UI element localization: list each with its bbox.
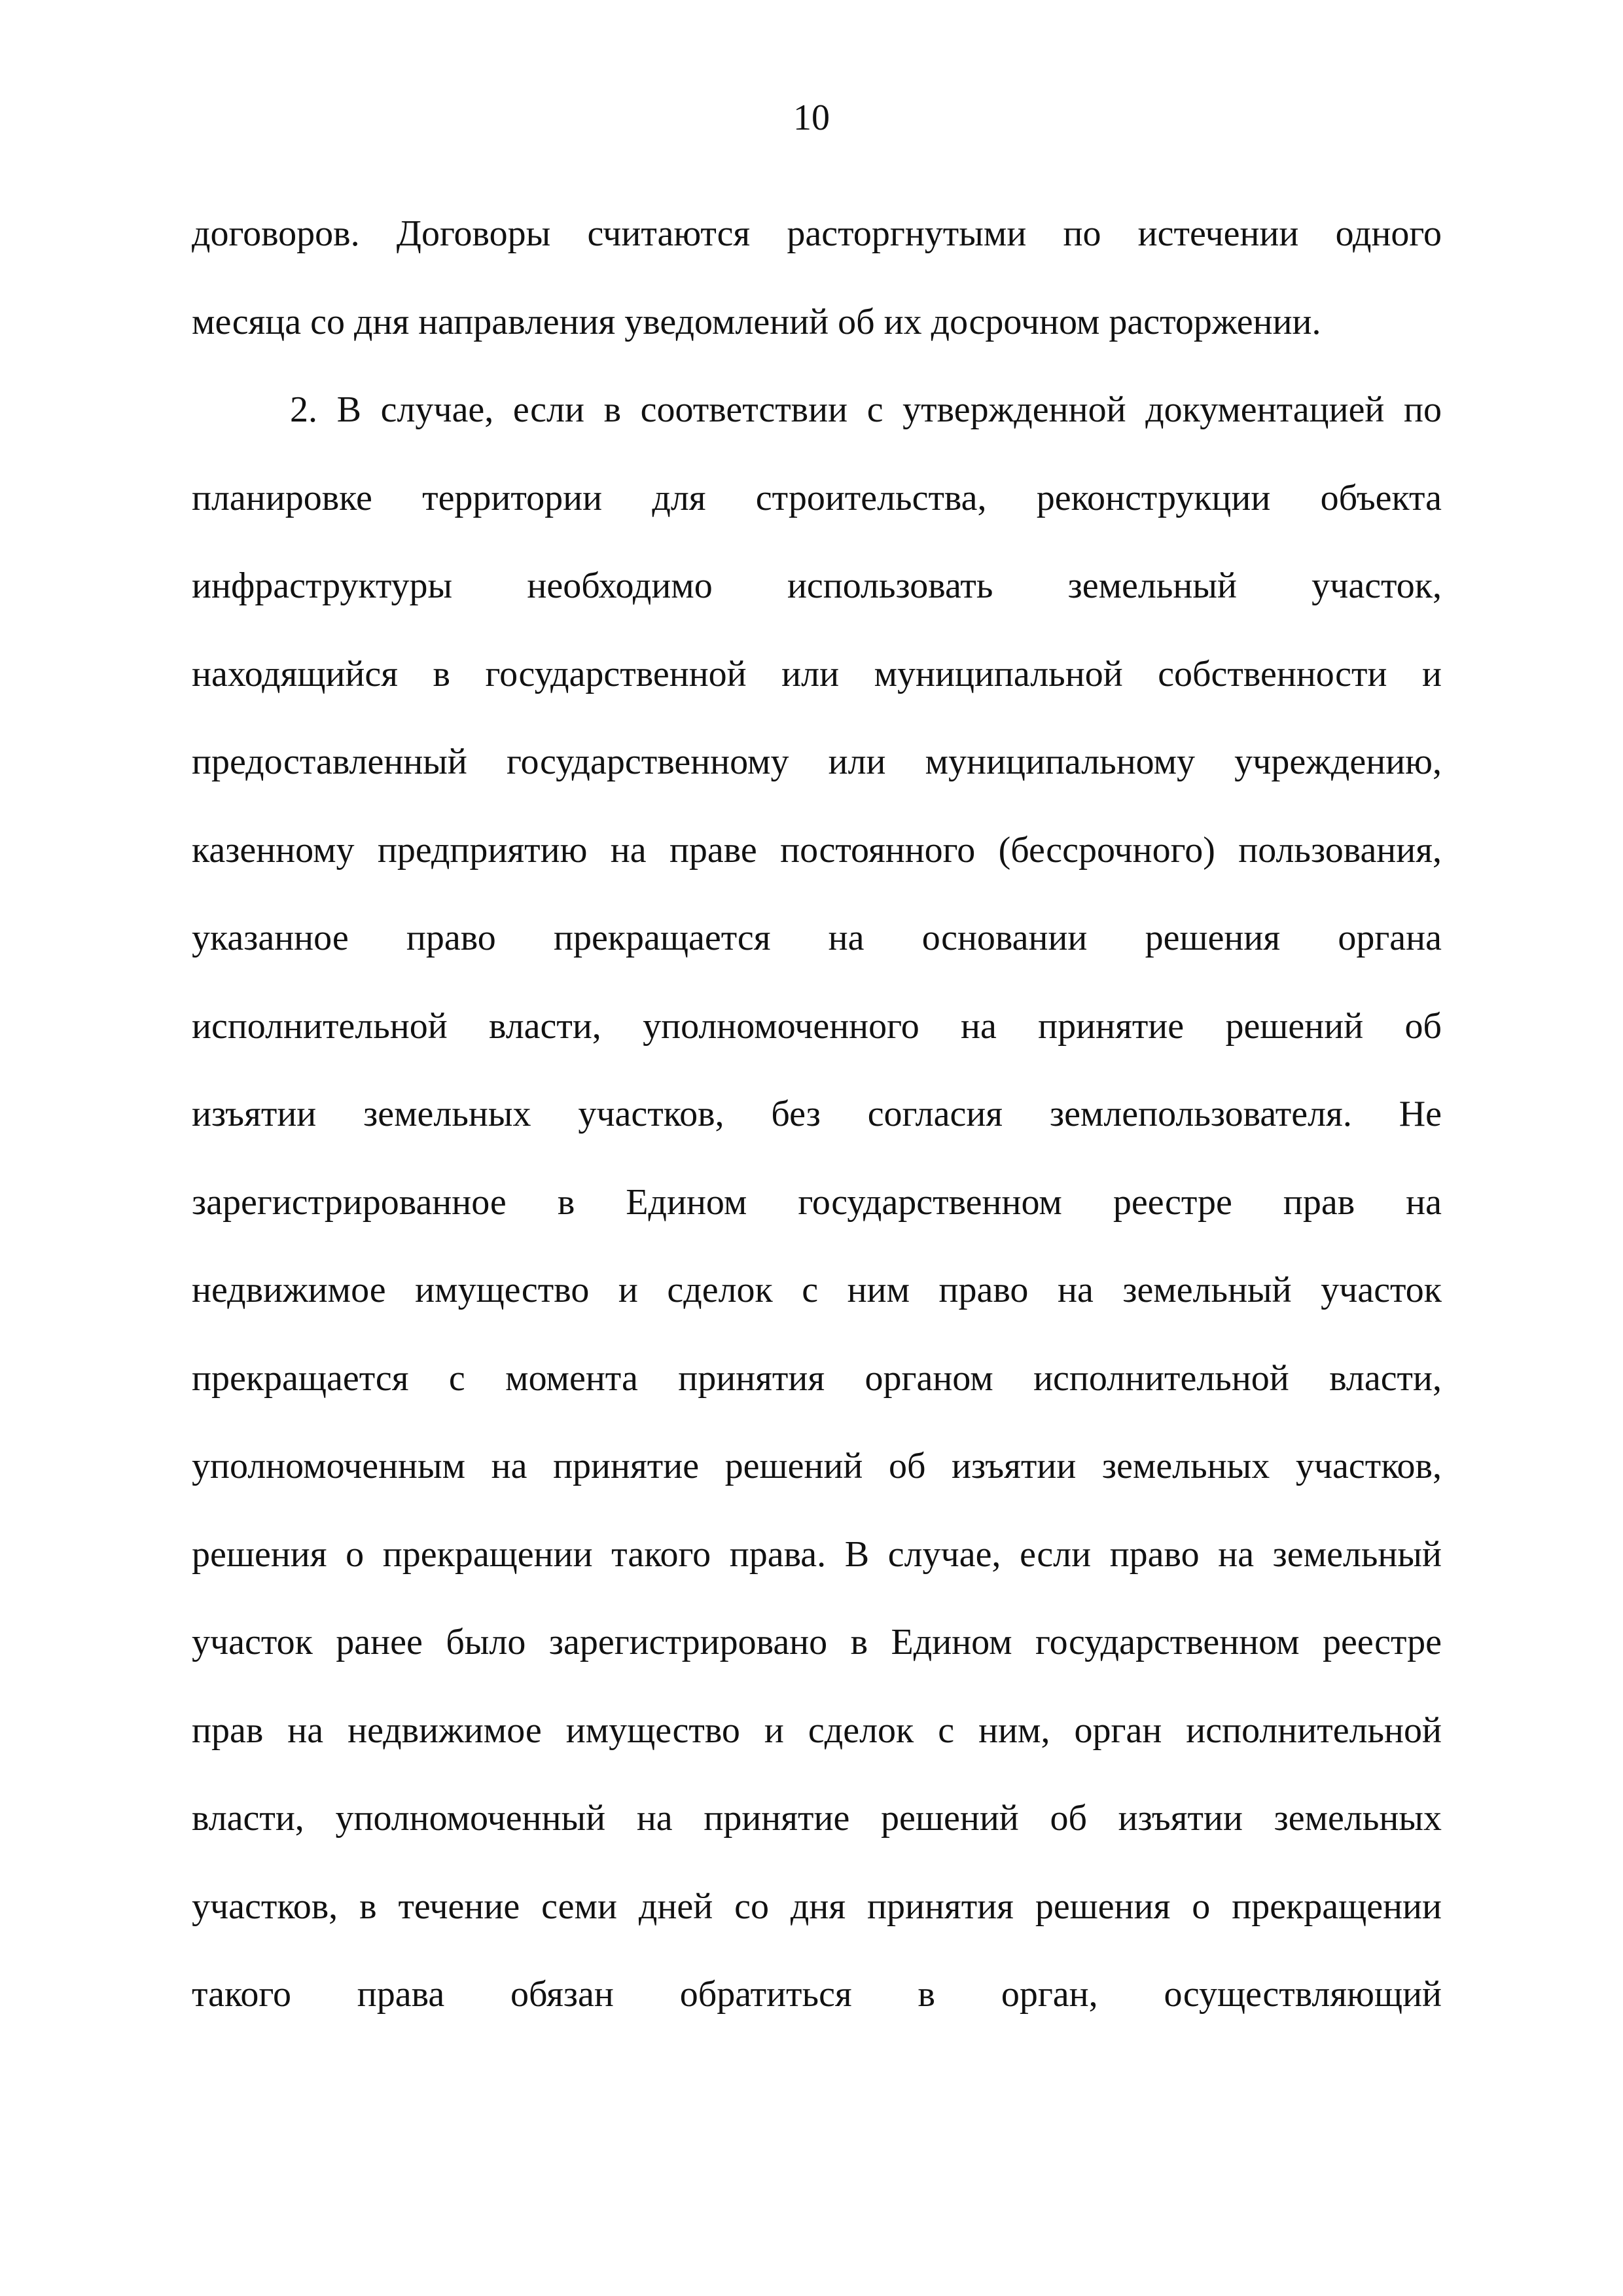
text-line: инфраструктуры необходимо использовать земельный участок,	[192, 565, 1442, 606]
text-line: месяца со дня направления уведомлений об их досрочном расторжении.	[192, 301, 1321, 342]
text-line: предоставленный государственному или муниципальному учреждению,	[192, 742, 1442, 782]
text-line: зарегистрированное в Едином государственном реестре прав на	[192, 1181, 1442, 1223]
text-line: участок ранее было зарегистрировано в Едином государственном реестре	[192, 1622, 1442, 1662]
text-line: недвижимое имущество и сделок с ним право на земельный участок	[192, 1270, 1442, 1310]
text-line: планировке территории для строительства, реконструкции объекта	[192, 477, 1442, 518]
text-line: участков, в течение семи дней со дня принятия решения о прекращении	[192, 1886, 1442, 1927]
text-line: прекращается с момента принятия органом исполнительной власти,	[192, 1357, 1442, 1399]
text-line: казенному предприятию на праве постоянного (бессрочного) пользования,	[192, 829, 1442, 870]
document-body	[192, 190, 1442, 2039]
text-line: такого права обязан обратиться в орган, осуществляющий	[192, 1974, 1442, 2015]
text-line: указанное право прекращается на основании решения органа	[192, 918, 1442, 958]
text-line: исполнительной власти, уполномоченного на принятие решений об	[192, 1005, 1442, 1047]
text-line: решения о прекращении такого права. В случае, если право на земельный	[192, 1534, 1442, 1575]
text-line: прав на недвижимое имущество и сделок с ним, орган исполнительной	[192, 1710, 1442, 1751]
text-line: уполномоченным на принятие решений об изъятии земельных участков,	[192, 1446, 1442, 1486]
text-line: договоров. Договоры считаются расторгнутыми по истечении одного	[192, 213, 1442, 254]
text-line: власти, уполномоченный на принятие решений об изъятии земельных	[192, 1798, 1442, 1839]
page-number: 10	[793, 98, 830, 138]
text-line: изъятии земельных участков, без согласия землепользователя. Не	[192, 1094, 1442, 1134]
paragraph-start-line: 2. В случае, если в соответствии с утвержденной документацией по	[290, 389, 1442, 430]
text-line: находящийся в государственной или муниципальной собственности и	[192, 653, 1442, 694]
